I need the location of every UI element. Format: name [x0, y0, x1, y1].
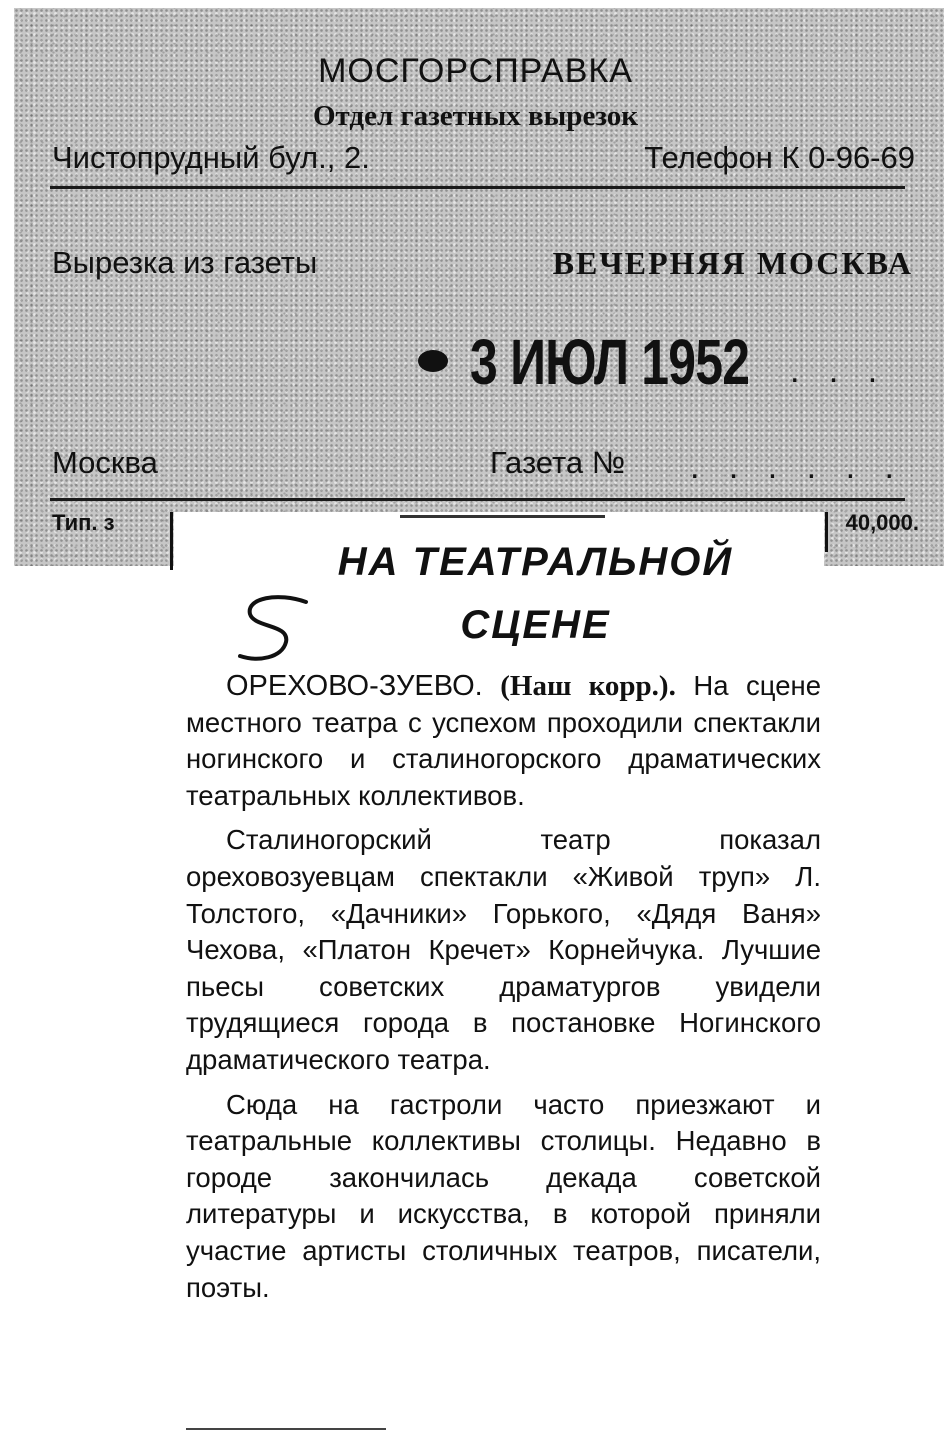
print-shop-label: Тип. з: [52, 510, 115, 535]
issue-number-label: Газета №: [490, 445, 625, 480]
article-paragraph: Сюда на гастроли часто приезжают и театральные коллективы столицы. Недавно в городе закончилась декада советской литературы и искусства, в которой приняли участие артисты столичных театров, писатели, поэты.: [186, 1088, 821, 1303]
article-headline-line1: НА ТЕАТРАЛЬНОЙ: [337, 540, 734, 584]
city: Москва: [52, 445, 158, 480]
address: Чистопрудный бул., 2.: [52, 140, 370, 175]
date-stamp: 3 ИЮЛ 1952: [470, 326, 750, 398]
date-fill-dots: . . .: [790, 352, 888, 390]
footer-divider: [50, 498, 905, 501]
department-name: Отдел газетных вырезок: [312, 100, 639, 132]
handwritten-mark-icon: [228, 590, 318, 670]
newspaper-name: ВЕЧЕРНЯЯ МОСКВА: [552, 245, 913, 281]
clipping-label: Вырезка из газеты: [52, 245, 318, 280]
stamp-ink-blot: [418, 350, 448, 372]
header-divider: [50, 186, 905, 189]
dateline-place: ОРЕХОВО-ЗУЕВО.: [226, 670, 483, 702]
circulation: 40,000.: [845, 510, 919, 535]
article-headline-line2: СЦЕНЕ: [460, 603, 611, 647]
dateline-correspondent: (Наш корр.).: [500, 670, 676, 702]
column-rule: [400, 515, 605, 518]
phone-number: Телефон К 0-96-69: [644, 140, 915, 175]
issue-fill-dots: . . . . . .: [690, 448, 904, 486]
paragraph-text: На сцене местного театра с успехом проходили спектакли ногинского и сталиногорского драматических театральных коллективов.: [186, 670, 822, 811]
article-body: [186, 668, 821, 1314]
article-paragraph: [186, 668, 821, 814]
organization-name: МОСГОРСПРАВКА: [318, 52, 633, 90]
article-paragraph: Сталиногорский театр показал ореховозуевцам спектакли «Живой труп» Л. Толстого, «Дачники» Горького, «Дядя Ваня» Чехова, «Платон Кречет» Корнейчука. Лучшие пьесы советских драматургов увидели трудящиеся города в постановке Ногинского драматического театра.: [186, 824, 821, 1075]
bottom-underline: [186, 1428, 386, 1430]
